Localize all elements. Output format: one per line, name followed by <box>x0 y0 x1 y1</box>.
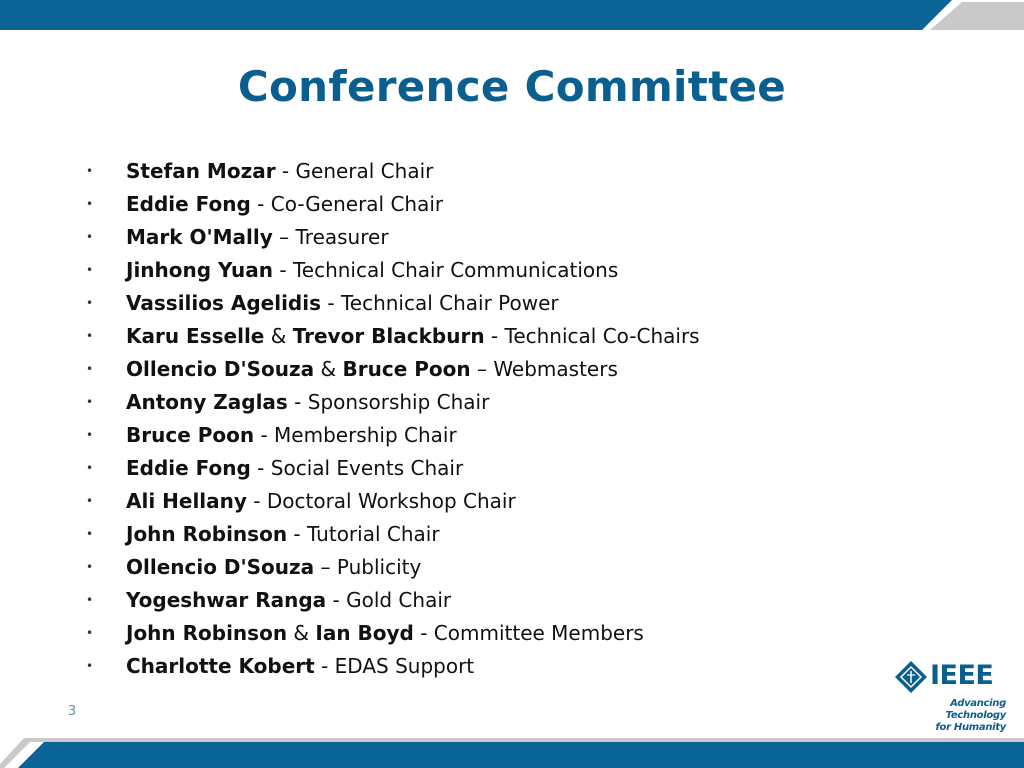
list-item <box>84 452 700 485</box>
list-item <box>84 584 700 617</box>
ieee-logo <box>890 660 1010 733</box>
ieee-tagline-line1: Advancing Technology <box>945 698 1006 721</box>
list-item <box>84 617 700 650</box>
member-name: Ian Boyd <box>315 621 414 645</box>
top-banner-blue <box>0 0 952 30</box>
list-item <box>84 353 700 386</box>
list-item <box>84 254 700 287</box>
member-role: - Committee Members <box>413 621 644 645</box>
member-name: Stefan Mozar <box>126 159 276 183</box>
bullet-icon: • <box>86 296 94 310</box>
bullet-icon: • <box>86 197 94 211</box>
member-role: & <box>314 357 343 381</box>
list-item <box>84 485 700 518</box>
list-item <box>84 221 700 254</box>
member-role: - General Chair <box>275 159 434 183</box>
member-role: – Treasurer <box>272 225 389 249</box>
member-name: Ollencio D'Souza <box>126 555 315 579</box>
page-number: 3 <box>68 704 77 719</box>
member-role: - Technical Chair Communications <box>273 258 619 282</box>
list-item <box>84 551 700 584</box>
member-role: - Membership Chair <box>254 423 457 447</box>
bullet-icon: • <box>86 494 94 508</box>
member-name: Bruce Poon <box>342 357 471 381</box>
member-role: & <box>287 621 316 645</box>
member-name: Yogeshwar Ranga <box>126 588 327 612</box>
list-item <box>84 188 700 221</box>
list-item <box>84 650 700 683</box>
member-name: Ali Hellany <box>126 489 247 513</box>
list-item <box>84 287 700 320</box>
member-name: Vassilios Agelidis <box>126 291 322 315</box>
member-name: Ollencio D'Souza <box>126 357 315 381</box>
bullet-icon: • <box>86 230 94 244</box>
bullet-icon: • <box>86 560 94 574</box>
bullet-icon: • <box>86 461 94 475</box>
member-name: Bruce Poon <box>126 423 255 447</box>
member-role: - Technical Co-Chairs <box>484 324 700 348</box>
member-name: Antony Zaglas <box>126 390 288 414</box>
member-role: - Social Events Chair <box>250 456 464 480</box>
list-item <box>84 419 700 452</box>
bottom-banner-blue <box>18 742 1024 768</box>
bullet-icon: • <box>86 263 94 277</box>
list-item <box>84 386 700 419</box>
member-role: – Publicity <box>314 555 422 579</box>
member-name: Karu Esselle <box>126 324 265 348</box>
bullet-icon: • <box>86 395 94 409</box>
bullet-icon: • <box>86 593 94 607</box>
list-item <box>84 155 700 188</box>
member-role: – Webmasters <box>470 357 618 381</box>
member-role: - Sponsorship Chair <box>287 390 490 414</box>
member-name: Eddie Fong <box>126 192 251 216</box>
member-role: - Co-General Chair <box>250 192 444 216</box>
ieee-diamond-icon <box>894 660 928 694</box>
member-name: Eddie Fong <box>126 456 251 480</box>
member-role: & <box>264 324 293 348</box>
ieee-wordmark: IEEE <box>930 660 994 691</box>
bullet-icon: • <box>86 626 94 640</box>
top-banner <box>0 0 1024 30</box>
member-name: Charlotte Kobert <box>126 654 315 678</box>
member-name: Trevor Blackburn <box>292 324 485 348</box>
list-item <box>84 518 700 551</box>
member-role: - Doctoral Workshop Chair <box>246 489 516 513</box>
list-item <box>84 320 700 353</box>
bottom-banner <box>0 726 1024 768</box>
ieee-tagline-line2: for Humanity <box>935 722 1006 733</box>
slide-title: Conference Committee <box>237 62 787 111</box>
bullet-icon: • <box>86 329 94 343</box>
member-name: John Robinson <box>126 522 288 546</box>
member-role: - Gold Chair <box>326 588 452 612</box>
bullet-icon: • <box>86 527 94 541</box>
member-name: John Robinson <box>126 621 288 645</box>
bullet-icon: • <box>86 362 94 376</box>
bullet-icon: • <box>86 659 94 673</box>
committee-list <box>84 155 700 683</box>
bullet-icon: • <box>86 428 94 442</box>
bullet-icon: • <box>86 164 94 178</box>
member-name: Mark O'Mally <box>126 225 273 249</box>
member-role: - Technical Chair Power <box>321 291 559 315</box>
member-name: Jinhong Yuan <box>126 258 274 282</box>
member-role: - Tutorial Chair <box>287 522 440 546</box>
member-role: - EDAS Support <box>314 654 475 678</box>
